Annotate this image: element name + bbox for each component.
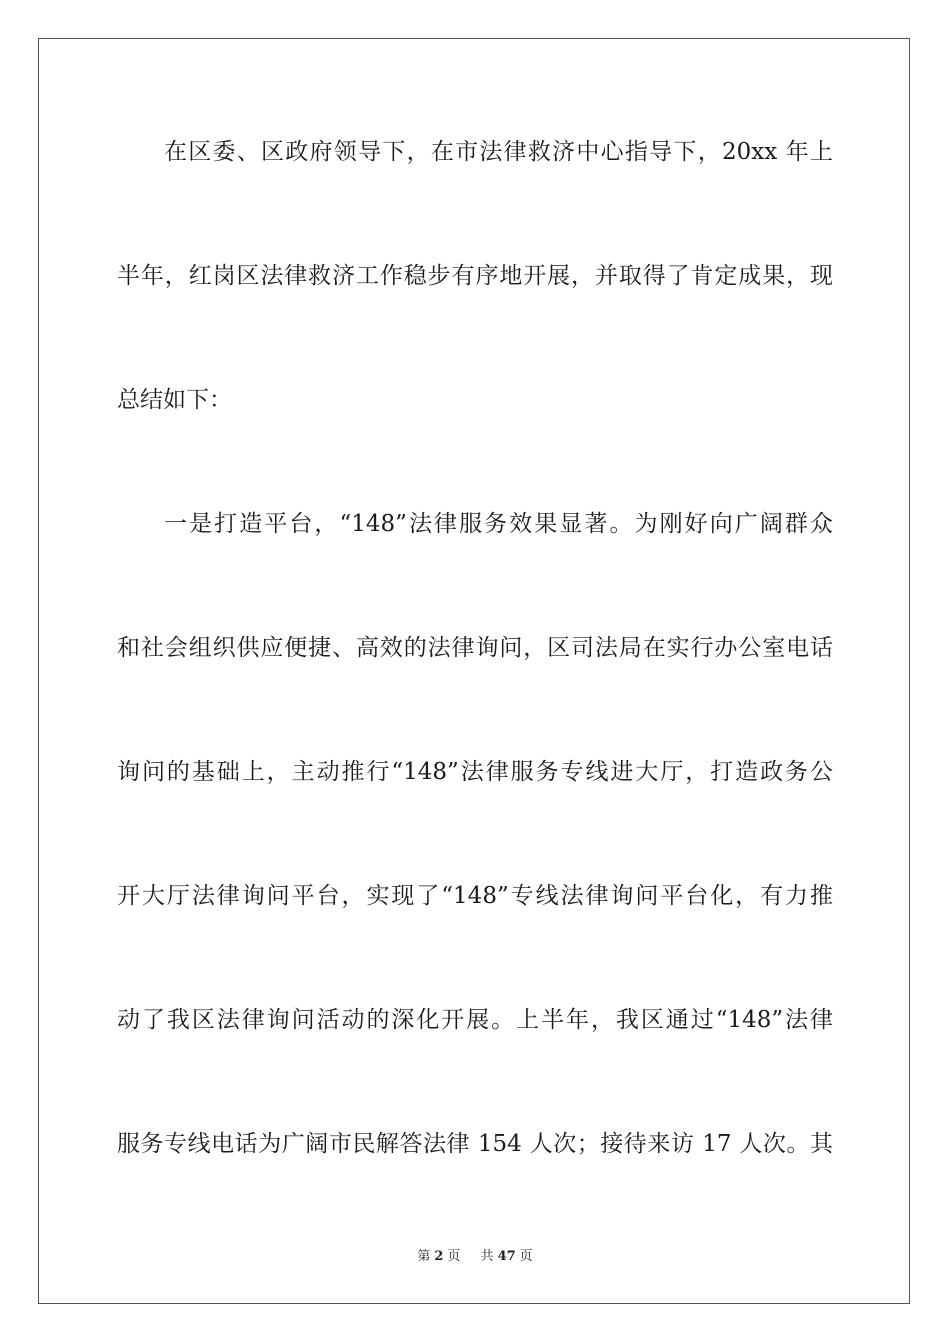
paragraph-1-line-3: 总结如下： (117, 387, 232, 413)
paragraph-2-line-4: 开大厅法律询问平台，实现了“148”专线法律询问平台化，有力推 (117, 883, 833, 909)
total-suffix: 页 (519, 1249, 533, 1264)
page-footer (0, 1245, 950, 1264)
paragraph-2-line-3: 询问的基础上，主动推行“148”法律服务专线进大厅，打造政务公 (117, 759, 833, 785)
paragraph-1-line-1: 在区委、区政府领导下，在市法律救济中心指导下，20xx 年上 (164, 139, 833, 165)
page-frame (38, 38, 910, 1304)
total-prefix: 共 (480, 1249, 494, 1264)
page-suffix: 页 (447, 1249, 461, 1264)
total-pages: 47 (497, 1249, 516, 1264)
paragraph-2-line-1: 一是打造平台，“148”法律服务效果显著。为刚好向广阔群众 (164, 511, 833, 537)
page-number: 2 (434, 1249, 444, 1264)
paragraph-2-line-2: 和社会组织供应便捷、高效的法律询问，区司法局在实行办公室电话 (117, 635, 833, 661)
paragraph-2-line-5: 动了我区法律询问活动的深化开展。上半年，我区通过“148”法律 (117, 1007, 833, 1033)
page-indicator (413, 1249, 464, 1264)
total-indicator (477, 1249, 537, 1264)
page-prefix: 第 (417, 1249, 431, 1264)
paragraph-2-line-6: 服务专线电话为广阔市民解答法律 154 人次；接待来访 17 人次。其 (117, 1131, 833, 1157)
paragraph-1-line-2: 半年，红岗区法律救济工作稳步有序地开展，并取得了肯定成果，现 (117, 263, 833, 289)
